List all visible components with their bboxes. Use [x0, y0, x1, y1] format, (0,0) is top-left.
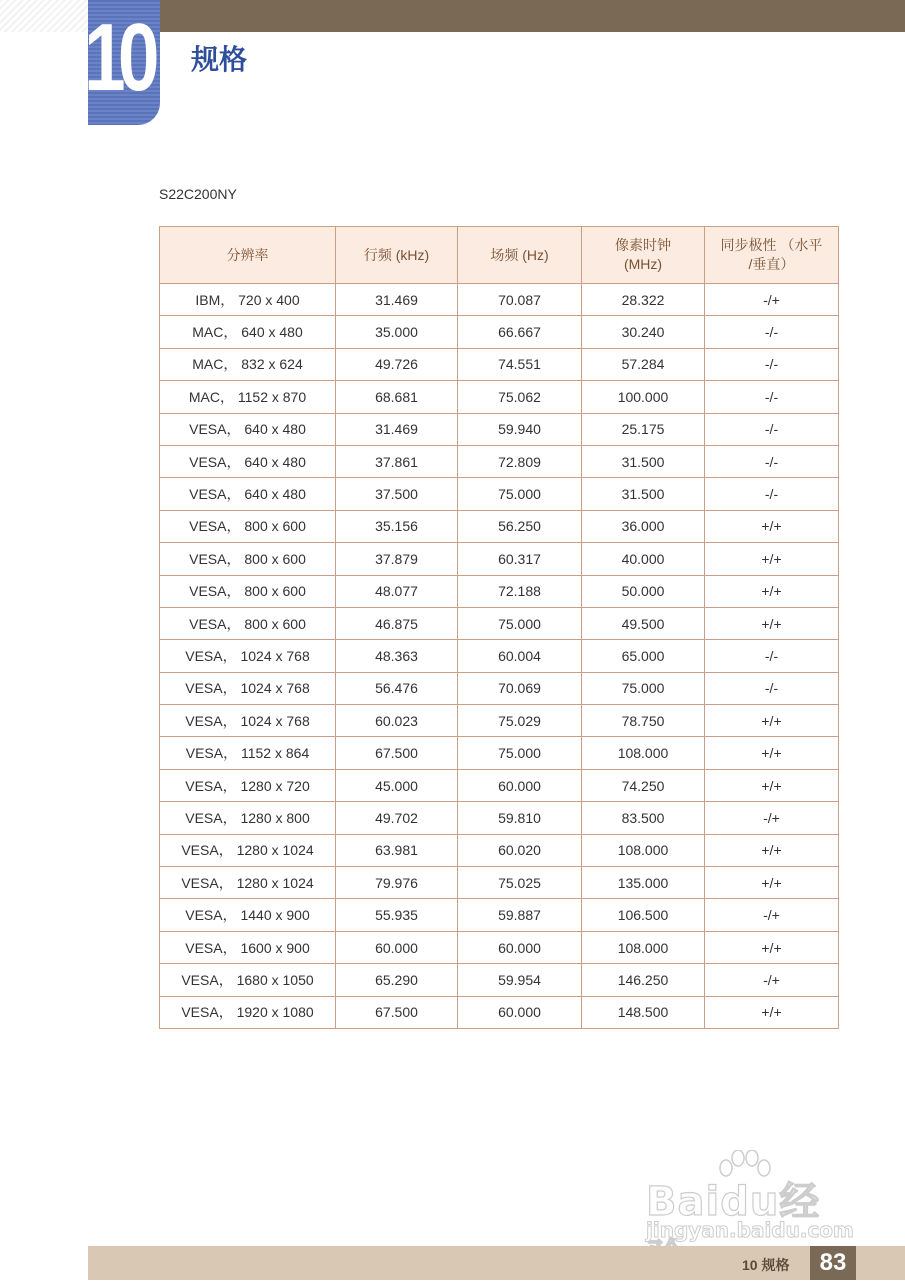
cell-sync-polarity: -/-: [705, 316, 839, 348]
cell-hfreq: 67.500: [336, 737, 458, 769]
table-row: [160, 510, 839, 542]
cell-hfreq: 49.702: [336, 802, 458, 834]
cell-sync-polarity: -/-: [705, 478, 839, 510]
cell-hfreq: 60.023: [336, 705, 458, 737]
cell-pixel-clock: 83.500: [582, 802, 705, 834]
cell-sync-polarity: +/+: [705, 575, 839, 607]
cell-pixel-clock: 108.000: [582, 737, 705, 769]
cell-hfreq: 46.875: [336, 607, 458, 639]
table-row: [160, 769, 839, 801]
watermark-url: jingyan.baidu.com: [646, 1218, 854, 1242]
table-row: [160, 478, 839, 510]
footer-chapter-label: 10 规格: [742, 1257, 790, 1273]
cell-vfreq: 75.062: [458, 381, 582, 413]
cell-pixel-clock: 108.000: [582, 931, 705, 963]
header-hfreq: 行频 (kHz): [336, 227, 458, 284]
cell-resolution: VESA， 1680 x 1050: [160, 964, 336, 996]
cell-vfreq: 66.667: [458, 316, 582, 348]
cell-sync-polarity: -/-: [705, 445, 839, 477]
table-row: [160, 834, 839, 866]
cell-vfreq: 72.809: [458, 445, 582, 477]
cell-sync-polarity: +/+: [705, 510, 839, 542]
table-row: [160, 931, 839, 963]
table-row: [160, 672, 839, 704]
cell-vfreq: 59.810: [458, 802, 582, 834]
cell-pixel-clock: 75.000: [582, 672, 705, 704]
cell-sync-polarity: -/-: [705, 640, 839, 672]
cell-vfreq: 75.000: [458, 737, 582, 769]
cell-pixel-clock: 50.000: [582, 575, 705, 607]
cell-vfreq: 74.551: [458, 348, 582, 380]
cell-hfreq: 55.935: [336, 899, 458, 931]
cell-vfreq: 72.188: [458, 575, 582, 607]
cell-vfreq: 75.000: [458, 478, 582, 510]
table-row: [160, 316, 839, 348]
cell-resolution: VESA， 1920 x 1080: [160, 996, 336, 1028]
cell-hfreq: 37.500: [336, 478, 458, 510]
cell-resolution: VESA， 1280 x 1024: [160, 867, 336, 899]
cell-resolution: VESA， 1152 x 864: [160, 737, 336, 769]
table-row: [160, 284, 839, 316]
cell-resolution: VESA， 1600 x 900: [160, 931, 336, 963]
model-label: S22C200NY: [159, 186, 237, 202]
table-row: [160, 575, 839, 607]
cell-pixel-clock: 31.500: [582, 445, 705, 477]
cell-pixel-clock: 25.175: [582, 413, 705, 445]
table-body: [160, 284, 839, 1029]
cell-vfreq: 60.000: [458, 769, 582, 801]
cell-pixel-clock: 146.250: [582, 964, 705, 996]
cell-resolution: VESA， 1280 x 1024: [160, 834, 336, 866]
cell-hfreq: 56.476: [336, 672, 458, 704]
cell-pixel-clock: 40.000: [582, 543, 705, 575]
cell-vfreq: 60.020: [458, 834, 582, 866]
cell-sync-polarity: -/+: [705, 284, 839, 316]
cell-pixel-clock: 57.284: [582, 348, 705, 380]
cell-resolution: VESA， 640 x 480: [160, 445, 336, 477]
cell-vfreq: 56.250: [458, 510, 582, 542]
cell-sync-polarity: +/+: [705, 607, 839, 639]
cell-pixel-clock: 74.250: [582, 769, 705, 801]
cell-sync-polarity: +/+: [705, 996, 839, 1028]
cell-pixel-clock: 78.750: [582, 705, 705, 737]
watermark-brand: Baidu经: [646, 1179, 821, 1225]
chapter-title: 规格: [191, 43, 248, 76]
table-row: [160, 899, 839, 931]
cell-sync-polarity: +/+: [705, 834, 839, 866]
cell-resolution: VESA， 800 x 600: [160, 607, 336, 639]
cell-sync-polarity: -/-: [705, 348, 839, 380]
table-row: [160, 348, 839, 380]
header-resolution: 分辨率: [160, 227, 336, 284]
header-pixel-clock: 像素时钟 (MHz): [582, 227, 705, 284]
cell-resolution: VESA， 640 x 480: [160, 478, 336, 510]
cell-resolution: VESA， 800 x 600: [160, 510, 336, 542]
cell-sync-polarity: +/+: [705, 543, 839, 575]
cell-sync-polarity: +/+: [705, 737, 839, 769]
cell-resolution: IBM， 720 x 400: [160, 284, 336, 316]
cell-hfreq: 79.976: [336, 867, 458, 899]
cell-vfreq: 59.940: [458, 413, 582, 445]
cell-vfreq: 75.029: [458, 705, 582, 737]
cell-hfreq: 48.077: [336, 575, 458, 607]
cell-hfreq: 31.469: [336, 413, 458, 445]
cell-hfreq: 49.726: [336, 348, 458, 380]
cell-vfreq: 60.000: [458, 996, 582, 1028]
table-row: [160, 381, 839, 413]
cell-sync-polarity: +/+: [705, 705, 839, 737]
table-row: [160, 640, 839, 672]
baidu-watermark: [640, 1150, 855, 1245]
cell-pixel-clock: 148.500: [582, 996, 705, 1028]
table-row: [160, 802, 839, 834]
cell-hfreq: 48.363: [336, 640, 458, 672]
cell-sync-polarity: -/-: [705, 672, 839, 704]
cell-sync-polarity: +/+: [705, 931, 839, 963]
cell-hfreq: 68.681: [336, 381, 458, 413]
page-number: 83: [810, 1246, 856, 1280]
cell-vfreq: 70.069: [458, 672, 582, 704]
cell-hfreq: 67.500: [336, 996, 458, 1028]
table-row: [160, 964, 839, 996]
timing-table: [159, 226, 839, 1029]
cell-resolution: MAC， 832 x 624: [160, 348, 336, 380]
cell-pixel-clock: 135.000: [582, 867, 705, 899]
cell-sync-polarity: -/+: [705, 964, 839, 996]
table-row: [160, 607, 839, 639]
table-row: [160, 413, 839, 445]
cell-resolution: VESA， 800 x 600: [160, 575, 336, 607]
table-row: [160, 867, 839, 899]
cell-hfreq: 45.000: [336, 769, 458, 801]
cell-pixel-clock: 28.322: [582, 284, 705, 316]
cell-resolution: MAC， 1152 x 870: [160, 381, 336, 413]
cell-hfreq: 35.156: [336, 510, 458, 542]
table-row: [160, 445, 839, 477]
table-header-row: [160, 227, 839, 284]
cell-resolution: VESA， 1024 x 768: [160, 705, 336, 737]
cell-sync-polarity: +/+: [705, 867, 839, 899]
table-row: [160, 996, 839, 1028]
cell-vfreq: 75.000: [458, 607, 582, 639]
chapter-number: 10: [84, 4, 152, 111]
cell-sync-polarity: +/+: [705, 769, 839, 801]
cell-vfreq: 59.887: [458, 899, 582, 931]
header-stripe: [0, 0, 88, 32]
cell-sync-polarity: -/+: [705, 899, 839, 931]
cell-hfreq: 65.290: [336, 964, 458, 996]
cell-vfreq: 60.317: [458, 543, 582, 575]
cell-pixel-clock: 100.000: [582, 381, 705, 413]
cell-resolution: VESA， 1024 x 768: [160, 672, 336, 704]
cell-resolution: VESA， 1280 x 720: [160, 769, 336, 801]
cell-pixel-clock: 36.000: [582, 510, 705, 542]
cell-hfreq: 37.879: [336, 543, 458, 575]
cell-resolution: VESA， 1440 x 900: [160, 899, 336, 931]
cell-pixel-clock: 65.000: [582, 640, 705, 672]
table-row: [160, 543, 839, 575]
cell-sync-polarity: -/+: [705, 802, 839, 834]
cell-resolution: VESA， 1280 x 800: [160, 802, 336, 834]
cell-pixel-clock: 30.240: [582, 316, 705, 348]
cell-sync-polarity: -/-: [705, 413, 839, 445]
cell-resolution: VESA， 800 x 600: [160, 543, 336, 575]
cell-resolution: VESA， 1024 x 768: [160, 640, 336, 672]
cell-pixel-clock: 31.500: [582, 478, 705, 510]
cell-vfreq: 59.954: [458, 964, 582, 996]
cell-hfreq: 63.981: [336, 834, 458, 866]
cell-hfreq: 31.469: [336, 284, 458, 316]
cell-hfreq: 37.861: [336, 445, 458, 477]
cell-hfreq: 35.000: [336, 316, 458, 348]
table-row: [160, 705, 839, 737]
cell-vfreq: 70.087: [458, 284, 582, 316]
header-sync-polarity: 同步极性 （水平 /垂直）: [705, 227, 839, 284]
cell-vfreq: 60.000: [458, 931, 582, 963]
cell-pixel-clock: 49.500: [582, 607, 705, 639]
cell-sync-polarity: -/-: [705, 381, 839, 413]
cell-vfreq: 75.025: [458, 867, 582, 899]
header-vfreq: 场频 (Hz): [458, 227, 582, 284]
cell-resolution: MAC， 640 x 480: [160, 316, 336, 348]
cell-vfreq: 60.004: [458, 640, 582, 672]
table-row: [160, 737, 839, 769]
cell-hfreq: 60.000: [336, 931, 458, 963]
cell-pixel-clock: 108.000: [582, 834, 705, 866]
cell-resolution: VESA， 640 x 480: [160, 413, 336, 445]
cell-pixel-clock: 106.500: [582, 899, 705, 931]
